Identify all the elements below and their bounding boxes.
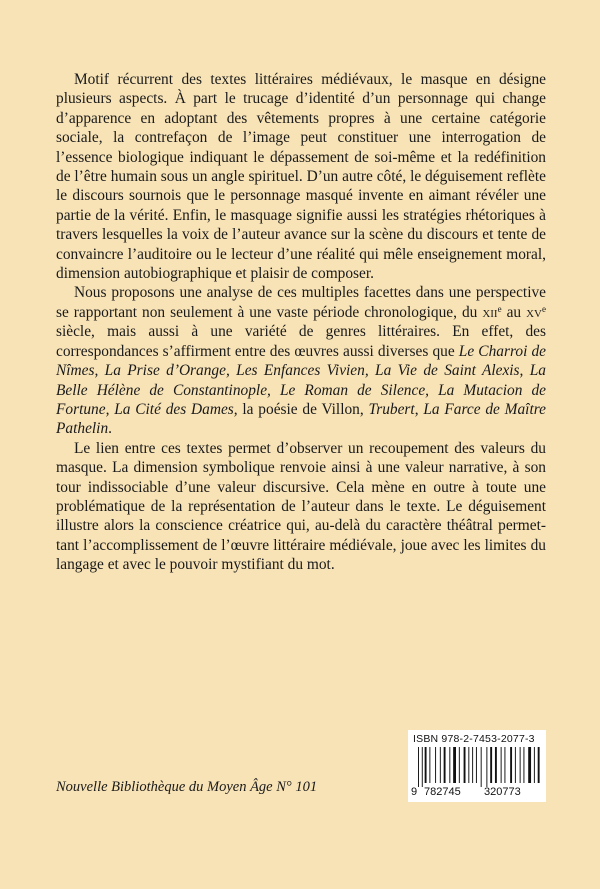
century-end-suffix: e (542, 303, 546, 314)
paragraph-2-part-c: siècle, mais aussi à une variété de genres littéraires. En effet, des correspondances s’affirment entre des œuvres aussi diverses que (56, 323, 546, 360)
barcode-bar (495, 747, 497, 783)
barcode-bar (476, 747, 477, 783)
works-list: Le Charroi de Nîmes, La Prise d’Orange, Les Enfances Vivien, La Vie de Saint Alexis, La Belle Hélène de Constantinople, Le Roman de Silence, La Mutacion de Fortune, La Cité des Dames, (56, 342, 546, 418)
century-start-suffix: e (497, 303, 502, 314)
barcode-bar (444, 747, 446, 783)
blurb-text (56, 70, 546, 575)
barcode-bar (429, 747, 430, 783)
barcode-bar (486, 747, 487, 787)
barcode-bar (449, 747, 450, 783)
barcode-bar (538, 747, 540, 783)
ean-first-digit: 9 (411, 786, 418, 798)
work-trubert: Trubert (368, 400, 415, 418)
barcode-bar (515, 747, 516, 783)
barcode-bar (435, 747, 436, 783)
barcode-bar (528, 747, 531, 783)
paragraph-2-part-a: Nous proposons une analyse de ces multiples facettes dans une perspective se rapportant non seulement à une vaste période chronologique, du (56, 284, 546, 321)
barcode-bar (425, 747, 427, 783)
barcode-icon (412, 747, 542, 787)
barcode-bar (468, 747, 469, 783)
barcode-bar (440, 747, 441, 783)
isbn-number: ISBN 978-2-7453-2077-3 (413, 733, 535, 745)
barcode-bar (459, 747, 460, 783)
paragraph-2-part-b: au (501, 303, 527, 321)
century-end: xv (526, 303, 542, 321)
paragraph-2-part-d: la poésie de Villon, (237, 400, 369, 418)
barcode-bar (472, 747, 473, 783)
barcode-bar (501, 747, 502, 783)
barcode-bar (490, 747, 492, 783)
series-title: Nouvelle Bibliothèque du Moyen Âge N° 101 (56, 779, 318, 795)
paragraph-2-part-f: . (108, 420, 113, 438)
paragraph-2 (56, 283, 546, 438)
century-start: xii (482, 303, 498, 321)
ean-right-group: 320773 (484, 786, 521, 798)
isbn-barcode-box (408, 730, 546, 802)
barcode-bar (418, 747, 419, 787)
paragraph-2-part-e: , (414, 400, 424, 418)
ean-left-group: 782745 (424, 786, 461, 798)
barcode-bar (481, 747, 482, 787)
barcode-bar (453, 747, 456, 783)
barcode-bar (464, 747, 466, 783)
barcode-bar (534, 747, 535, 783)
barcode-bar (510, 747, 512, 783)
paragraph-1: Motif récurrent des textes littéraires médiévaux, le masque en désigne plusieurs aspects. À part le trucage d’identité d’un personnage qui change d’apparence en adoptant des vêtements propres à une certaine catégorie sociale, la contrefaçon de l’image peut constituer une interrogation de l’essence biologique indiquant le dépassement de soi-même et la redéfinition de l’être humain sous un angle spirituel. D’un autre côté, le déguisement reflète le discours sournois que le personnage masqué invente en aimant révéler une partie de la vérité. Enfin, le masquage signifie aussi les stratégies rhétoriques à travers lesquelles la voix de l’auteur avance sur la scène du discours et tente de convaincre l’auditoire ou le lecteur d’une réalité qui mêle enseignement moral, dimension autobiographique et plaisir de composer. (56, 71, 546, 283)
barcode-bar (422, 747, 423, 787)
barcode-bar (520, 747, 521, 783)
barcode-bar (523, 747, 524, 783)
barcode-bar (504, 747, 505, 783)
paragraph-3: Le lien entre ces textes permet d’observer un recoupement des valeurs du masque. La dimension symbolique renvoie ainsi à une valeur narrative, à son tour indissociable d’une valeur discursive. Cela mène en outre à toute une problématique de la représentation de l’auteur dans le texte. Le déguisement illustre alors la conscience créatrice qui, au-delà du caractère théâtral permettant l’accomplissement de l’œuvre littéraire médiévale, joue avec les limites du langage et avec le pouvoir mystifiant du mot. (56, 439, 546, 574)
work-farce: La Farce de Maître Pathelin (56, 400, 546, 438)
